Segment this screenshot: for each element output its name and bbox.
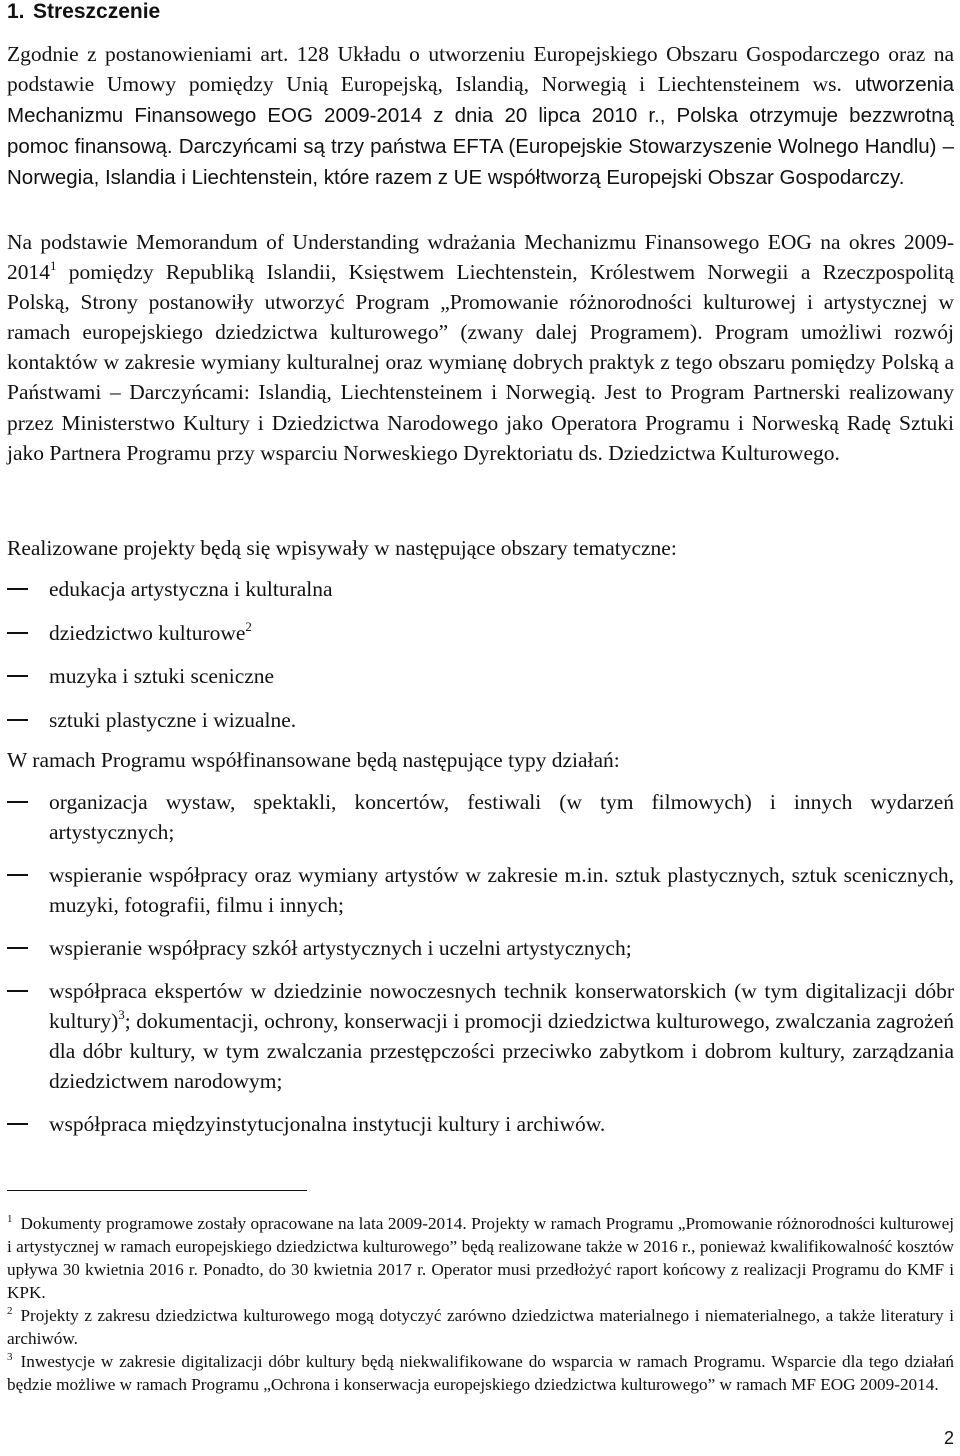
list-item: dziedzictwo kulturowe$^2$ <box>7 618 954 648</box>
intro-sans-text: utworzenia Mechanizmu Finansowego EOG 2009-2014 z dnia 20 lipca 2010 r., Polska otrzymuje bezzwrotną pomoc finansową. Darczyńcami są trzy państwa EFTA (Europejskie Stowarzyszenie Wolnego Handlu) – Norwegia, Islandia i Liechtenstein, które razem z UE współtworzą Europejski Obszar Gospodarczy. <box>7 73 954 189</box>
section-heading <box>7 0 160 24</box>
dash-bullet-icon <box>7 990 28 992</box>
dash-bullet-icon <box>7 632 28 634</box>
dash-bullet-icon <box>7 874 28 876</box>
memorandum-text-start: Na podstawie Memorandum of Understanding wdrażania Mechanizmu Finansowego EOG na okres 2009-2014 <box>7 230 954 285</box>
footnote-2: $^2$ Projekty z zakresu dziedzictwa kulturowego mogą dotyczyć zarówno dziedzictwa materialnego i niematerialnego, a także literatury i archiwów. <box>7 1305 954 1348</box>
footnote-ref-2: 2 <box>245 618 252 634</box>
list-item: edukacja artystyczna i kulturalna <box>7 574 954 604</box>
footnote-1: $^1$ Dokumenty programowe zostały opracowane na lata 2009-2014. Projekty w ramach Programu „Promowanie różnorodności kulturowej i artystycznej w ramach europejskiego dziedzictwa kulturowego” będą realizowane także w 2016 r., ponieważ kwalifikowalność kosztów upływa 30 kwietnia 2016 r. Ponadto, do 30 kwietnia 2017 r. Operator musi przedłożyć raport końcowy z realizacji Programu do KMF i KPK. <box>7 1213 954 1302</box>
section-number: 1. <box>7 0 25 23</box>
list-item: współpraca międzyinstytucjonalna instytucji kultury i archiwów. <box>7 1109 954 1139</box>
list-item: muzyka i sztuki sceniczne <box>7 661 954 691</box>
dash-bullet-icon <box>7 1123 28 1125</box>
page-number: 2 <box>943 1428 954 1448</box>
footnote-3: $^3$ Inwestycje w zakresie digitalizacji dóbr kultury będą niekwalifikowane do wsparcia w ramach Programu. Wsparcie dla tego działań będzie możliwe w ramach Programu „Ochrona i konserwacja europejskiego dziedzictwa kulturowego” w ramach MF EOG 2009-2014. <box>7 1351 954 1394</box>
footnote-ref-1: 1 <box>50 258 57 274</box>
intro-serif-text: Zgodnie z postanowieniami art. 128 Układu o utworzeniu Europejskiego Obszaru Gospodarczego oraz na podstawie Umowy pomiędzy Unią Europejską, Islandią, Norwegią i Liechtensteinem ws. <box>7 42 954 96</box>
actions-list <box>7 787 954 1152</box>
footnote-separator <box>7 1190 307 1191</box>
list-item: organizacja wystaw, spektakli, koncertów, festiwali (w tym filmowych) i innych wydarzeń artystycznych; <box>7 787 954 847</box>
thematic-areas-intro: Realizowane projekty będą się wpisywały w następujące obszary tematyczne: <box>7 536 677 560</box>
list-item: sztuki plastyczne i wizualne. <box>7 705 954 735</box>
actions-intro: W ramach Programu współfinansowane będą następujące typy działań: <box>7 748 620 772</box>
list-item: wspieranie współpracy szkół artystycznych i uczelni artystycznych; <box>7 933 954 963</box>
thematic-areas-list <box>7 574 954 748</box>
intro-paragraph <box>7 39 954 193</box>
dash-bullet-icon <box>7 675 28 677</box>
footnotes <box>7 1212 954 1396</box>
section-title: Streszczenie <box>33 0 161 23</box>
list-item: wspieranie współpracy oraz wymiany artystów w zakresie m.in. sztuk plastycznych, sztuk scenicznych, muzyki, fotografii, filmu i innych; <box>7 860 954 920</box>
list-item: współpraca ekspertów w dziedzinie nowoczesnych technik konserwatorskich (w tym digitalizacji dóbr kultury)$^3$; dokumentacji, ochrony, konserwacji i promocji dziedzictwa kulturowego, zwalczania zagrożeń dla dóbr kultury, w tym zwalczania przestępczości przeciwko zabytkom i dobrom kultury, zarządzania dziedzictwem narodowym; <box>7 976 954 1096</box>
dash-bullet-icon <box>7 588 28 590</box>
footnote-ref-3: 3 <box>118 1007 125 1022</box>
dash-bullet-icon <box>7 947 28 949</box>
document-page <box>7 0 954 1456</box>
dash-bullet-icon <box>7 719 28 721</box>
memorandum-text-rest: pomiędzy Republiką Islandii, Księstwem Liechtenstein, Królestwem Norwegii a Rzeczpospolitą Polską, Strony postanowiły utworzyć Program „Promowanie różnorodności kulturowej i artystycznej w ramach europejskiego dziedzictwa kulturowego” (zwany dalej Programem). Program umożliwi rozwój kontaktów w zakresie wymiany kulturalnej oraz wymianę dobrych praktyk z tego obszaru pomiędzy Polską a Państwami – Darczyńcami: Islandią, Liechtensteinem i Norwegią. Jest to Program Partnerski realizowany przez Ministerstwo Kultury i Dziedzictwa Narodowego jako Operatora Programu i Norweską Radę Sztuki jako Partnera Programu przy wsparciu Norweskiego Dyrektoriatu ds. Dziedzictwa Kulturowego. <box>7 260 954 465</box>
memorandum-paragraph <box>7 227 954 468</box>
dash-bullet-icon <box>7 801 28 803</box>
